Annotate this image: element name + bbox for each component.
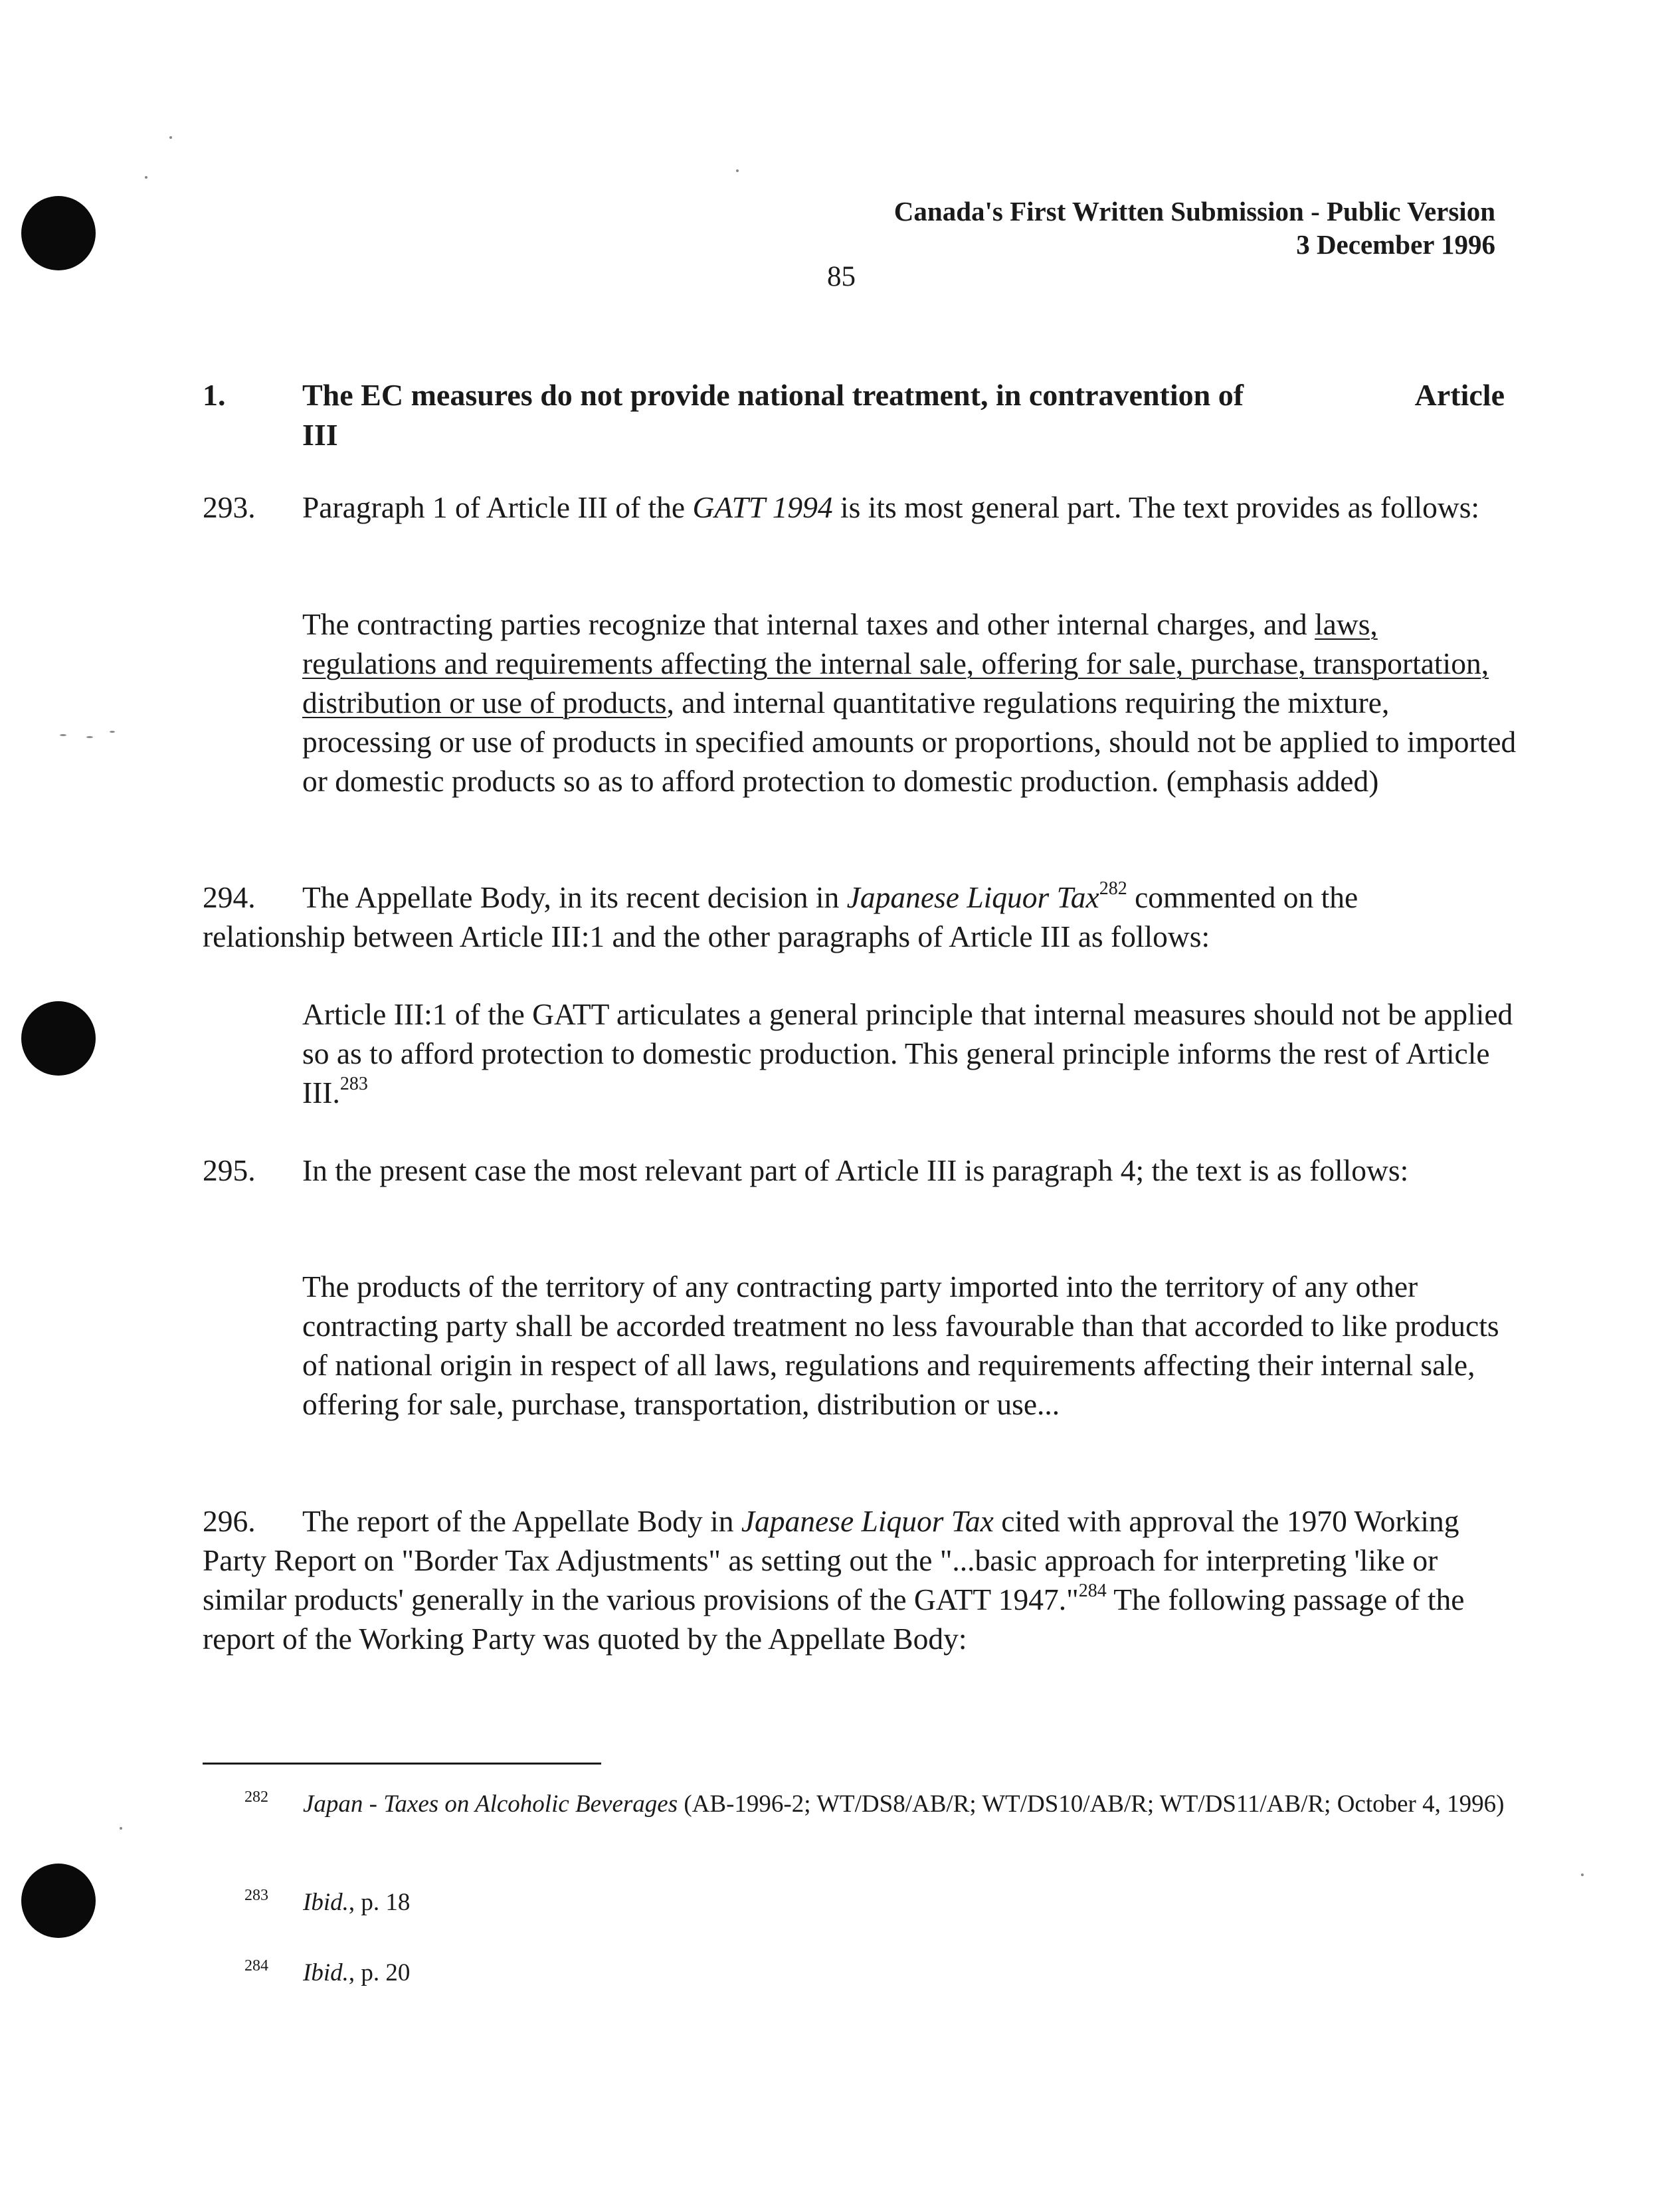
quote-text: , and internal quantitative regulations requiring the mixture, processing or use of products in specified amounts or proportions, should not be applied to imported or domestic products so as to afford protection to domestic production. (emphasis added) bbox=[302, 686, 1517, 798]
paragraph-294 bbox=[203, 878, 1505, 956]
paragraph-number: 293. bbox=[203, 490, 256, 524]
footnote-text bbox=[303, 1957, 1507, 1988]
block-quote-3 bbox=[302, 1267, 1518, 1424]
document-date: 3 December 1996 bbox=[1296, 229, 1495, 260]
scan-speck bbox=[60, 734, 66, 736]
paragraph-number: 296. bbox=[203, 1504, 256, 1538]
footnote-mark: 283 bbox=[244, 1887, 268, 1904]
paragraph-text: The report of the Appellate Body in bbox=[302, 1504, 741, 1538]
paragraph-text: commented on the relationship between Article III:1 and the other paragraphs of Article III as follows: bbox=[203, 880, 1358, 953]
footnote-ref: 282 bbox=[1099, 878, 1127, 899]
page-number: 85 bbox=[827, 261, 856, 292]
quote-text: The products of the territory of any contracting party imported into the territory of any other contracting party shall be accorded treatment no less favourable than that accorded to like products of national origin in respect of all laws, regulations and requirements affecting their internal sale, offering for sale, purchase, transportation, distribution or use... bbox=[302, 1270, 1499, 1421]
footnote-text bbox=[303, 1887, 1507, 1918]
quote-text: Article III:1 of the GATT articulates a general principle that internal measures should not be applied so as to afford protection to domestic production. This general principle informs the rest of Article III. bbox=[302, 997, 1513, 1109]
block-quote-1 bbox=[302, 605, 1518, 801]
section-number: 1. bbox=[203, 378, 226, 412]
quote-text: The contracting parties recognize that internal taxes and other internal charges, and bbox=[302, 607, 1315, 641]
italic-title: Japanese Liquor Tax bbox=[741, 1504, 994, 1538]
paragraph-text: cited with approval the 1970 Working Party Report on "Border Tax Adjustments" as setting out the "...basic approach for interpreting 'like or similar products' generally in the various provisions of the GATT 1947." bbox=[203, 1504, 1459, 1616]
footnote-italic: Ibid. bbox=[303, 1959, 349, 1986]
footnote-mark: 282 bbox=[244, 1788, 268, 1806]
paragraph-296 bbox=[203, 1501, 1505, 1658]
footnote-body: (AB-1996-2; WT/DS8/AB/R; WT/DS10/AB/R; WT/DS11/AB/R; October 4, 1996) bbox=[678, 1790, 1505, 1818]
paragraph-text: In the present case the most relevant part of Article III is paragraph 4; the text is as follows: bbox=[302, 1153, 1409, 1187]
section-heading-continuation: III bbox=[302, 418, 338, 452]
paragraph-text: The Appellate Body, in its recent decision in bbox=[302, 880, 847, 914]
block-quote-2 bbox=[302, 995, 1518, 1112]
paragraph-number: 294. bbox=[203, 880, 256, 914]
section-heading-text: The EC measures do not provide national treatment, in contravention of bbox=[302, 378, 1244, 412]
footnote-italic: Japan - Taxes on Alcoholic Beverages bbox=[303, 1790, 678, 1818]
paragraph-text: Paragraph 1 of Article III of the bbox=[302, 490, 693, 524]
italic-title: Japanese Liquor Tax bbox=[846, 880, 1099, 914]
italic-title: GATT 1994 bbox=[692, 490, 833, 524]
footnote-text bbox=[303, 1788, 1507, 1820]
scan-speck bbox=[120, 1827, 122, 1830]
footnote-ref: 283 bbox=[339, 1074, 368, 1094]
punch-hole-bottom bbox=[21, 1864, 96, 1938]
footnote-mark: 284 bbox=[244, 1957, 268, 1974]
footnote-body: , p. 18 bbox=[348, 1889, 411, 1916]
paragraph-number: 295. bbox=[203, 1153, 256, 1187]
paragraph-text: is its most general part. The text provides as follows: bbox=[832, 490, 1480, 524]
scan-speck bbox=[736, 169, 739, 172]
paragraph-text: The following passage of the report of the Working Party was quoted by the Appellate Body: bbox=[203, 1583, 1465, 1656]
footnote-ref: 284 bbox=[1078, 1581, 1107, 1601]
footnote-italic: Ibid. bbox=[303, 1889, 349, 1916]
scan-speck bbox=[110, 731, 115, 733]
document-title: Canada's First Written Submission - Public Version bbox=[893, 196, 1495, 227]
scan-speck bbox=[145, 176, 147, 179]
scan-speck bbox=[86, 736, 93, 738]
quote-emphasis: laws, regulations and requirements affecting the internal sale, offering for sale, purchase, transportation, distribution or use of products bbox=[302, 607, 1489, 720]
scan-speck bbox=[169, 136, 172, 139]
paragraph-293 bbox=[203, 488, 1505, 527]
footnote-body: , p. 20 bbox=[348, 1959, 411, 1986]
punch-hole-middle bbox=[21, 1001, 96, 1076]
scan-speck bbox=[1581, 1873, 1584, 1876]
footnote-separator bbox=[203, 1763, 601, 1765]
section-heading-article: Article bbox=[1414, 378, 1505, 412]
paragraph-295 bbox=[203, 1151, 1505, 1190]
punch-hole-top bbox=[21, 196, 96, 270]
